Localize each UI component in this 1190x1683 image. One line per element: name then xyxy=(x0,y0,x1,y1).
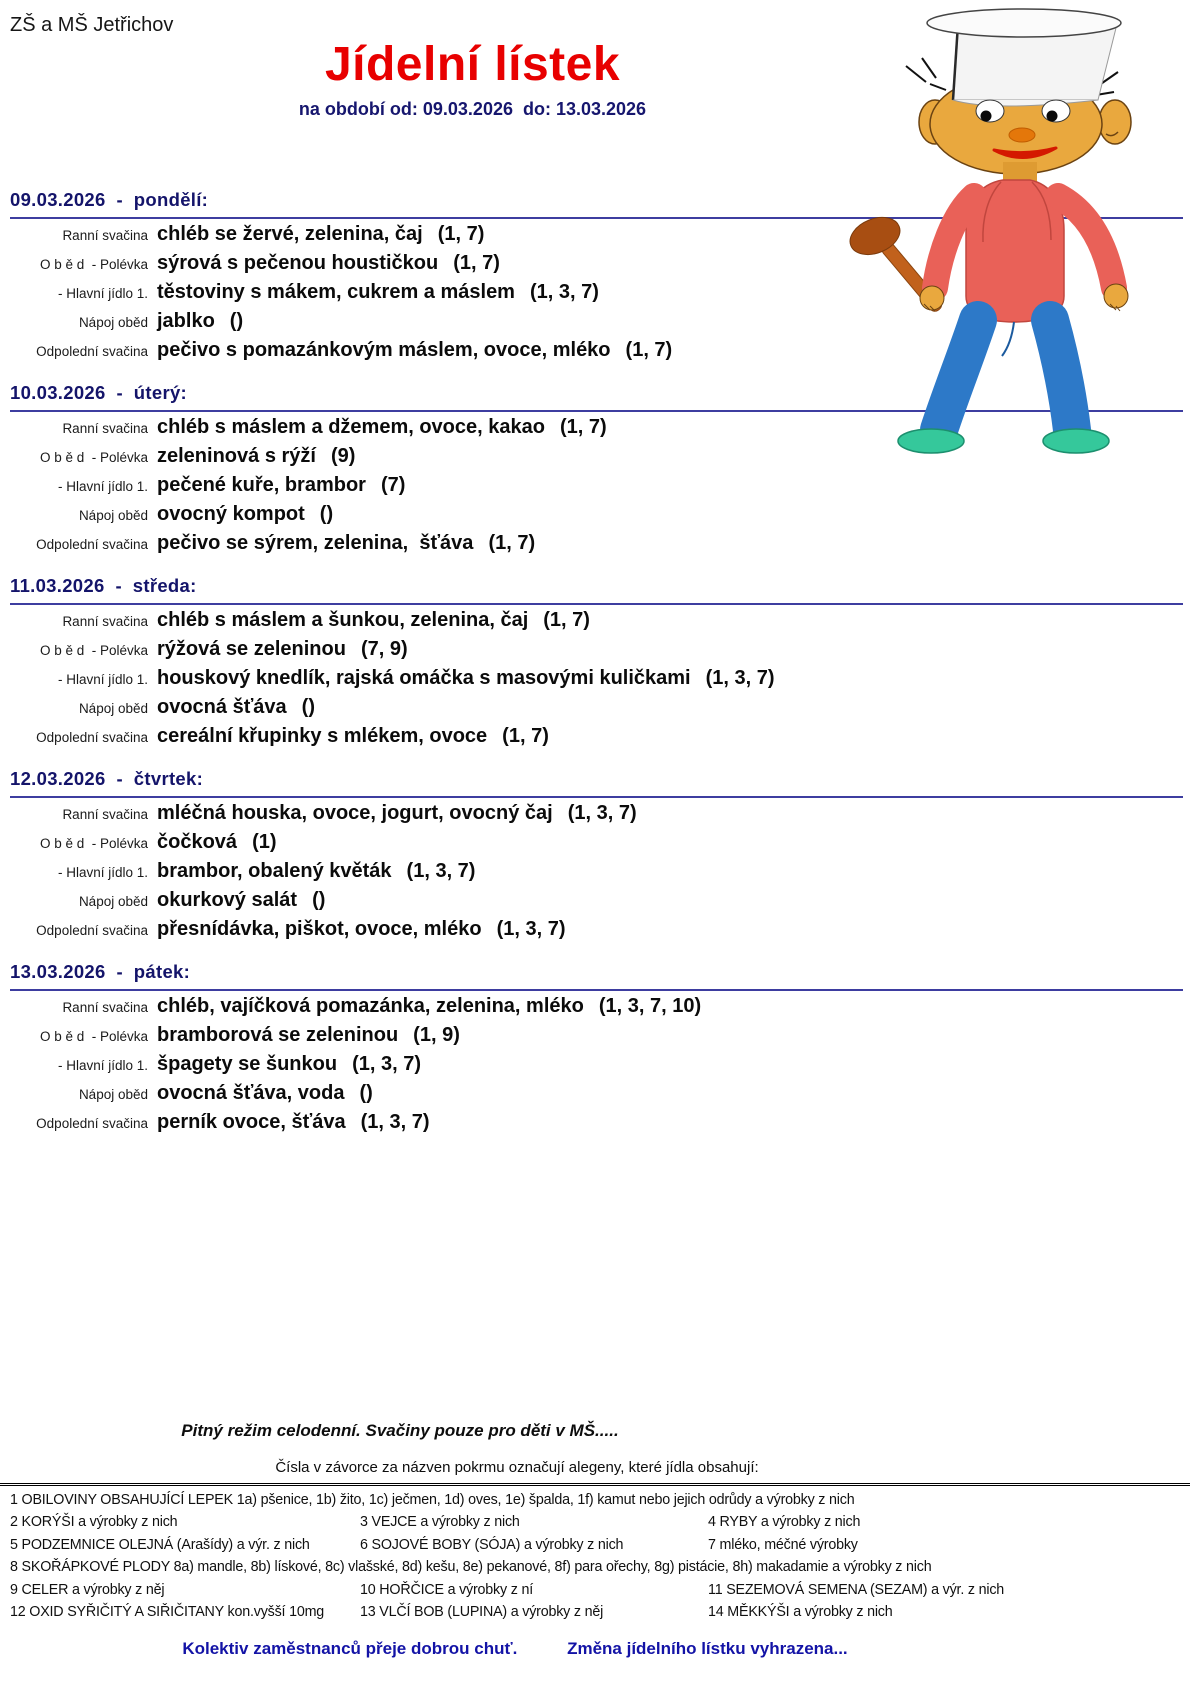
allergen-codes: (1, 3, 7) xyxy=(705,667,775,689)
meal-type-label: Nápoj oběd xyxy=(78,894,148,909)
dish-text: chléb se žervé, zelenina, čaj xyxy=(157,223,423,245)
meal-type-label: Ranní svačina xyxy=(62,228,148,243)
meal-dish xyxy=(157,252,500,275)
allergen-legend-item: 14 MĚKKÝŠI a výrobky z nich xyxy=(708,1604,893,1621)
meal-dish xyxy=(157,445,355,468)
allergen-legend-item: 1 OBILOVINY OBSAHUJÍCÍ LEPEK 1a) pšenice, 1b) žito, 1c) ječmen, 1d) oves, 1e) špalda, 1f) kamut nebo jejich odrůdy a výrobky z nich xyxy=(10,1492,855,1508)
dish-text: chléb s máslem a šunkou, zelenina, čaj xyxy=(157,609,529,631)
dish-text: sýrová s pečenou houstičkou xyxy=(157,252,439,274)
day-section xyxy=(10,768,1183,947)
day-date-header: 12.03.2026 - čtvrtek: xyxy=(10,768,1183,798)
footer-change-notice: Změna jídelního lístku vyhrazena... xyxy=(567,1639,848,1658)
footer xyxy=(0,1639,1030,1659)
allergen-codes: (1, 7) xyxy=(437,223,485,245)
dish-text: ovocná šťáva, voda xyxy=(157,1082,345,1104)
dish-text: jablko xyxy=(157,310,215,332)
allergen-legend-item: 6 SOJOVÉ BOBY (SÓJA) a výrobky z nich xyxy=(360,1536,624,1553)
meal-type-label: O b ě d - Polévka xyxy=(39,450,148,465)
meal-row xyxy=(10,860,1183,889)
footer-wish: Kolektiv zaměstnanců přeje dobrou chuť. xyxy=(182,1639,518,1658)
dish-text: bramborová se zeleninou xyxy=(157,1024,399,1046)
meal-row xyxy=(10,667,1183,696)
meal-type-label: Ranní svačina xyxy=(62,1000,148,1015)
allergen-codes: (1, 3, 7, 10) xyxy=(598,995,702,1017)
menu-period: na období od: 09.03.2026 do: 13.03.2026 xyxy=(298,99,647,120)
allergen-codes: (1, 7) xyxy=(559,416,607,438)
dish-text: zeleninová s rýží xyxy=(157,445,316,467)
school-name: ZŠ a MŠ Jetřichov xyxy=(10,14,174,36)
day-date-header: 09.03.2026 - pondělí: xyxy=(10,189,1183,219)
title-block xyxy=(0,40,945,120)
chef-nose-icon xyxy=(1009,128,1035,142)
meal-dish xyxy=(157,696,315,719)
meal-dish xyxy=(157,339,672,362)
meal-dish xyxy=(157,860,475,883)
chef-hat-icon xyxy=(927,9,1121,106)
allergen-codes: () xyxy=(312,889,326,911)
allergen-codes: (9) xyxy=(330,445,356,467)
dish-text: pečivo se sýrem, zelenina, šťáva xyxy=(157,532,474,554)
allergen-legend-item: 10 HOŘČICE a výrobky z ní xyxy=(360,1581,533,1598)
meal-dish xyxy=(157,1111,430,1134)
dish-text: ovocný kompot xyxy=(157,503,305,525)
meal-row xyxy=(10,696,1183,725)
allergen-codes: (1) xyxy=(252,831,277,853)
meal-row xyxy=(10,725,1183,754)
meal-type-label: - Hlavní jídlo 1. xyxy=(57,672,148,687)
allergen-codes: (1, 7) xyxy=(502,725,549,747)
chef-sweater-icon xyxy=(935,180,1114,322)
meal-type-label: Ranní svačina xyxy=(62,421,148,436)
meal-type-label: O b ě d - Polévka xyxy=(39,257,148,272)
meal-type-label: O b ě d - Polévka xyxy=(39,836,148,851)
allergen-codes: (1, 9) xyxy=(413,1024,460,1046)
meal-row xyxy=(10,1053,1183,1082)
day-section xyxy=(10,575,1183,754)
day-section xyxy=(10,961,1183,1140)
meal-row xyxy=(10,918,1183,947)
chef-shoes-icon xyxy=(898,429,1109,453)
meal-dish xyxy=(157,725,549,748)
allergen-codes: (1, 3, 7) xyxy=(496,918,566,940)
dish-text: chléb, vajíčková pomazánka, zelenina, mléko xyxy=(157,995,584,1017)
meal-dish xyxy=(157,609,590,632)
meal-dish xyxy=(157,831,277,854)
meal-type-label: O b ě d - Polévka xyxy=(39,1029,148,1044)
meal-row xyxy=(10,532,1183,561)
meal-row xyxy=(10,638,1183,667)
meal-type-label: - Hlavní jídlo 1. xyxy=(57,479,148,494)
meal-dish xyxy=(157,918,566,941)
dish-text: pečivo s pomazánkovým máslem, ovoce, mléko xyxy=(157,339,611,361)
meal-row xyxy=(10,1024,1183,1053)
dish-text: ovocná šťáva xyxy=(157,696,287,718)
dish-text: špagety se šunkou xyxy=(157,1053,338,1075)
allergen-legend-item: 12 OXID SYŘIČITÝ A SIŘIČITANY kon.vyšší 10mg xyxy=(10,1604,325,1621)
meal-row xyxy=(10,1082,1183,1111)
meal-dish xyxy=(157,1024,460,1047)
allergen-legend-row xyxy=(10,1601,1190,1623)
meal-dish xyxy=(157,802,637,825)
meal-type-label: O b ě d - Polévka xyxy=(39,643,148,658)
allergen-legend-item: 7 mléko, méčné výrobky xyxy=(708,1536,858,1553)
meal-dish xyxy=(157,995,701,1018)
dish-text: rýžová se zeleninou xyxy=(157,638,346,660)
day-date-header: 11.03.2026 - středa: xyxy=(10,575,1183,605)
allergen-legend-row xyxy=(10,1511,1190,1533)
meal-dish xyxy=(157,638,408,661)
meal-dish xyxy=(157,474,405,497)
meal-dish xyxy=(157,310,243,333)
meal-type-label: Odpolední svačina xyxy=(36,344,148,359)
allergen-legend-item: 13 VLČÍ BOB (LUPINA) a výrobky z něj xyxy=(360,1604,604,1621)
meal-type-label: Odpolední svačina xyxy=(36,730,148,745)
dish-text: přesnídávka, piškot, ovoce, mléko xyxy=(157,918,482,940)
meal-type-label: Nápoj oběd xyxy=(78,701,148,716)
allergen-codes: (1, 7) xyxy=(625,339,673,361)
meal-row xyxy=(10,802,1183,831)
allergen-legend-row xyxy=(10,1489,1190,1511)
allergen-legend xyxy=(0,1483,1190,1623)
meal-row xyxy=(10,831,1183,860)
meal-dish xyxy=(157,532,535,555)
allergen-legend-item: 5 PODZEMNICE OLEJNÁ (Arašídy) a výr. z nich xyxy=(10,1536,310,1553)
chef-boy-illustration xyxy=(818,4,1138,454)
allergen-codes: (1, 7) xyxy=(543,609,590,631)
allergen-codes: (1, 7) xyxy=(453,252,500,274)
allergen-legend-row xyxy=(10,1556,1190,1578)
dish-text: perník ovoce, šťáva xyxy=(157,1111,346,1133)
allergen-codes: (7, 9) xyxy=(360,638,408,660)
meal-row xyxy=(10,889,1183,918)
allergen-codes: () xyxy=(301,696,315,718)
meal-type-label: Ranní svačina xyxy=(62,807,148,822)
meal-type-label: Nápoj oběd xyxy=(78,315,148,330)
allergen-codes: () xyxy=(319,503,334,525)
meal-row xyxy=(10,503,1183,532)
meal-dish xyxy=(157,889,325,912)
allergen-legend-item: 4 RYBY a výrobky z nich xyxy=(708,1514,861,1531)
allergen-legend-item: 9 CELER a výrobky z něj xyxy=(10,1581,165,1598)
meal-type-label: - Hlavní jídlo 1. xyxy=(57,865,148,880)
meal-row xyxy=(10,474,1183,503)
allergen-codes: (1, 3, 7) xyxy=(352,1053,421,1075)
dish-text: čočková xyxy=(157,831,238,853)
allergen-intro-note: Čísla v závorce za názven pokrmu označují alegeny, které jídla obsahují: xyxy=(275,1459,759,1476)
dish-text: pečené kuře, brambor xyxy=(157,474,366,496)
meal-row xyxy=(10,995,1183,1024)
meal-type-label: Odpolední svačina xyxy=(36,537,148,552)
allergen-legend-item: 2 KORÝŠI a výrobky z nich xyxy=(10,1514,178,1531)
dish-text: chléb s máslem a džemem, ovoce, kakao xyxy=(157,416,545,438)
allergen-legend-item: 11 SEZEMOVÁ SEMENA (SEZAM) a výr. z nich xyxy=(708,1581,1005,1598)
meal-dish xyxy=(157,416,607,439)
meal-type-label: Odpolední svačina xyxy=(36,923,148,938)
meal-dish xyxy=(157,1053,421,1076)
allergen-codes: () xyxy=(359,1082,373,1104)
dish-text: mléčná houska, ovoce, jogurt, ovocný čaj xyxy=(157,802,553,824)
dish-text: brambor, obalený květák xyxy=(157,860,392,882)
dish-text: okurkový salát xyxy=(157,889,298,911)
meal-dish xyxy=(157,503,333,526)
meal-dish xyxy=(157,667,775,690)
dish-text: těstoviny s mákem, cukrem a máslem xyxy=(157,281,515,303)
meal-type-label: - Hlavní jídlo 1. xyxy=(57,286,148,301)
meal-row xyxy=(10,609,1183,638)
allergen-codes: (1, 3, 7) xyxy=(529,281,599,303)
allergen-legend-item: 8 SKOŘÁPKOVÉ PLODY 8a) mandle, 8b) lískové, 8c) vlašské, 8d) kešu, 8e) pekanové, 8f) para ořechy, 8g) pistácie, 8h) makadamie a výrobky z nich xyxy=(10,1559,932,1576)
allergen-codes: (1, 7) xyxy=(488,532,536,554)
day-date-header: 13.03.2026 - pátek: xyxy=(10,961,1183,991)
meal-dish xyxy=(157,1082,373,1105)
chef-pants-icon xyxy=(939,320,1072,430)
allergen-codes: (7) xyxy=(380,474,406,496)
allergen-legend-item: 3 VEJCE a výrobky z nich xyxy=(360,1514,520,1531)
meal-row xyxy=(10,1111,1183,1140)
meal-dish xyxy=(157,223,484,246)
meal-type-label: - Hlavní jídlo 1. xyxy=(57,1058,148,1073)
day-date-header: 10.03.2026 - úterý: xyxy=(10,382,1183,412)
dish-text: cereální křupinky s mlékem, ovoce xyxy=(157,725,488,747)
dish-text: houskový knedlík, rajská omáčka s masovými kuličkami xyxy=(157,667,691,689)
meal-dish xyxy=(157,281,599,304)
allergen-codes: (1, 3, 7) xyxy=(360,1111,430,1133)
allergen-codes: (1, 3, 7) xyxy=(567,802,637,824)
drinks-note: Pitný režim celodenní. Svačiny pouze pro děti v MŠ..... xyxy=(181,1421,619,1440)
meal-type-label: Nápoj oběd xyxy=(78,508,148,523)
meal-type-label: Odpolední svačina xyxy=(36,1116,148,1131)
allergen-legend-row xyxy=(10,1579,1190,1601)
allergen-codes: () xyxy=(229,310,244,332)
allergen-legend-row xyxy=(10,1534,1190,1556)
allergen-codes: (1, 3, 7) xyxy=(406,860,476,882)
meal-type-label: Ranní svačina xyxy=(62,614,148,629)
page-title: Jídelní lístek xyxy=(324,38,621,91)
meal-type-label: Nápoj oběd xyxy=(78,1087,148,1102)
